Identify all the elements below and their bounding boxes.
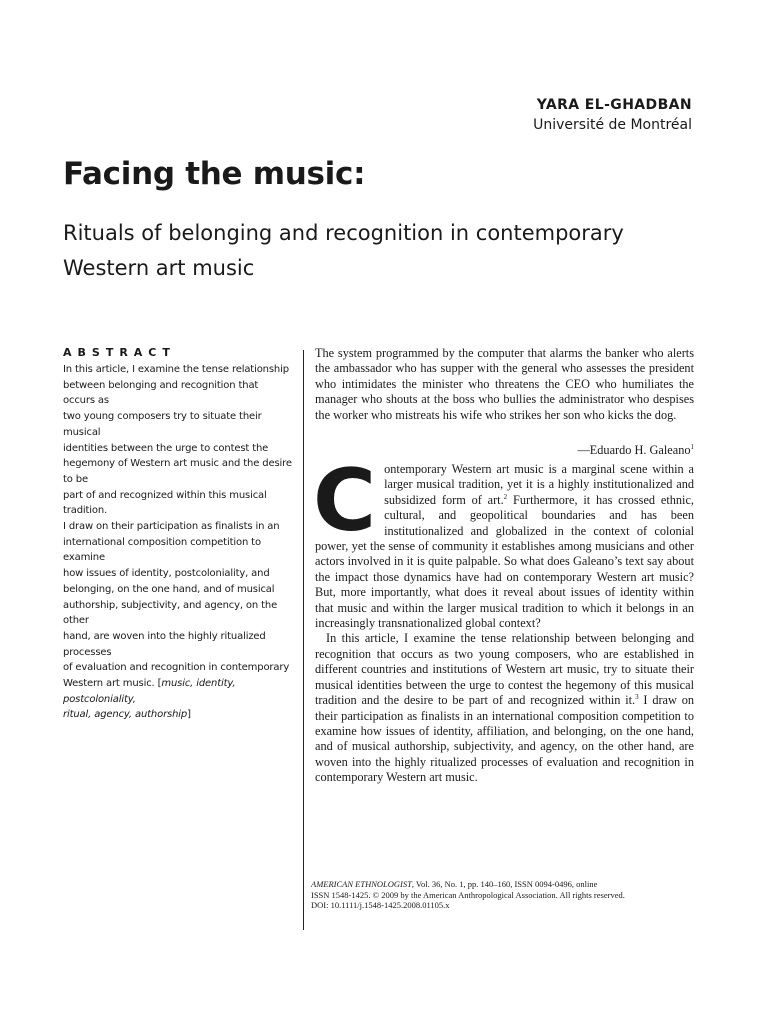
author-affiliation: Université de Montréal <box>533 117 692 133</box>
abstract-text: In this article, I examine the tense relationship between belonging and recognition that occurs as two young composers try to situate their musical identities between the urge to contest the hegemony of Western art music and the desire to be part of and recognized within this musical tradition. I draw on their participation as finalists in an international composition competition to examine how issues of identity, postcoloniality, and belonging, on the one hand, and of musical authorship, subjectivity, and agency, on the other hand, are woven into the highly ritualized processes of evaluation and recognition in contemporary Western art music. [ <box>63 364 292 690</box>
paragraph-1 <box>313 451 694 631</box>
author-name: YARA EL-GHADBAN <box>536 97 692 113</box>
paragraph-2-text-b: I draw on their participation as finalists in an international composition competition to examine how issues of identity, affiliation, and belonging, on the one hand, and of musical authorship, subjectivity, and agency, on the other hand, are woven into the highly ritualized processes of evaluation and recognition in contemporary Western art music. <box>315 693 694 785</box>
issn-line: ISSN 1548-1425. © 2009 by the American Anthropological Association. All rights reserved. <box>311 889 625 900</box>
epigraph: The system programmed by the computer that alarms the banker who alerts the ambassador who has supper with the general who assesses the president who intimidates the minister who threatens the CEO who humiliates the manager who shouts at the boss who bullies the administrator who despises the worker who mistreats his wife who strikes her son who kicks the dog. <box>315 346 694 422</box>
column-divider <box>303 350 304 930</box>
footnote-ref-3: 3 <box>635 693 639 701</box>
abstract-heading: ABSTRACT <box>63 346 176 359</box>
body-text <box>313 451 694 786</box>
citation-details: , Vol. 36, No. 1, pp. 140–160, ISSN 0094-0496, online <box>411 879 598 889</box>
abstract <box>63 345 293 723</box>
abstract-body <box>63 362 293 723</box>
journal-name: AMERICAN ETHNOLOGIST <box>311 879 412 889</box>
paragraph-1-text-a: ontemporary Western art music is a marginal scene within a larger musical tradition, yet it is a highly institutionalized and subsidized form of art. <box>384 462 694 507</box>
paragraph-1-text-b: Furthermore, it has crossed ethnic, cultural, and geopolitical boundaries and has been institutionalized and globalized in the context of colonial power, yet the sense of community it establishes among musicians and other actors involved in it is quite palpable. So what does Galeano’s text say about the impact those dynamics have had on contemporary Western art music? But, more importantly, what does it reveal about issues of identity within that music and within the larger musical tradition to which it belongs in an increasingly transnationalized global context? <box>315 492 694 631</box>
article-subtitle: Rituals of belonging and recognition in contemporary Western art music <box>63 221 624 280</box>
abstract-close: ] <box>187 709 191 721</box>
citation-footer <box>311 879 711 911</box>
abstract-keywords: music, identity, postcoloniality, ritual, agency, authorship <box>63 678 236 721</box>
footnote-ref-2: 2 <box>503 492 508 501</box>
paragraph-2 <box>315 631 694 785</box>
footnote-ref-1: 1 <box>690 443 694 451</box>
drop-cap: C <box>313 451 377 551</box>
doi-line: DOI: 10.1111/j.1548-1425.2008.01105.x <box>311 900 450 911</box>
paragraph-2-text-a: In this article, I examine the tense relationship between belonging and recognition that occurs as two young composers, who are established in different countries and institutions of Western art music, try to situate their musical identities between the urge to contest the hegemony of this musical tradition and the desire to be part of and recognized within it. <box>315 631 694 708</box>
citation-line <box>311 879 711 890</box>
article-title: Facing the music: <box>63 156 366 192</box>
attribution-text: —Eduardo H. Galeano <box>577 443 691 458</box>
author-block <box>533 96 692 135</box>
